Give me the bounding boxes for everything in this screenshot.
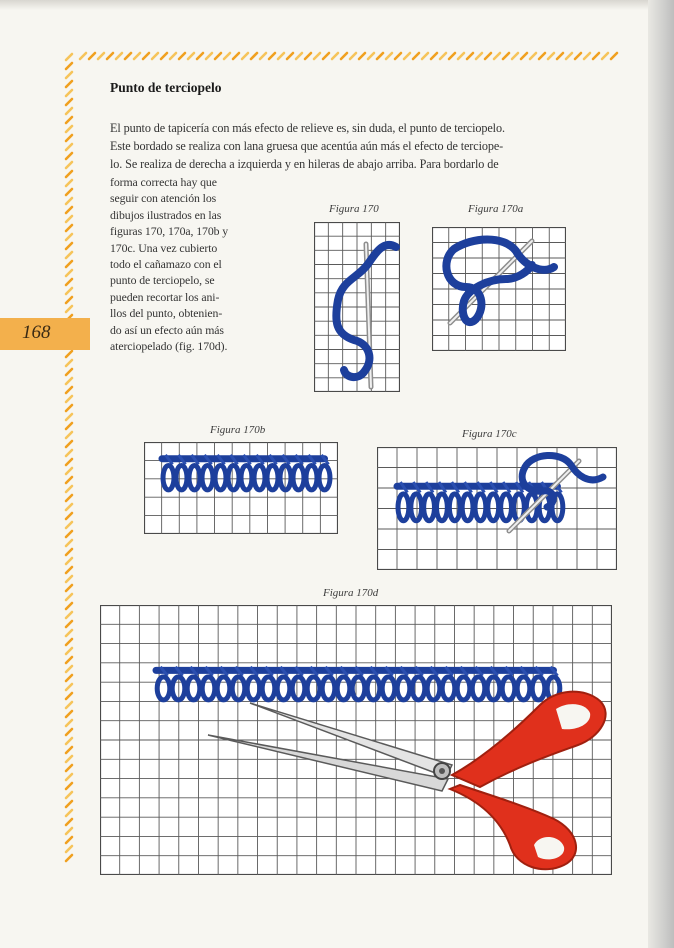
paragraph-column-line: dibujos ilustrados en las xyxy=(110,207,222,222)
paragraph-column-line: seguir con atención los xyxy=(110,191,217,206)
figure-170d-caption: Figura 170d xyxy=(323,587,379,599)
paragraph-line: Este bordado se realiza con lana gruesa que acentúa aún más el efecto de terciope- xyxy=(110,139,504,153)
figure-170a-caption: Figura 170a xyxy=(468,203,524,215)
paragraph-column-line: punto de terciopelo, se xyxy=(110,273,215,288)
paragraph-column-line: do así un efecto aún más xyxy=(110,322,224,337)
paragraph-column-line: figuras 170, 170a, 170b y xyxy=(110,224,229,239)
figure-170-caption: Figura 170 xyxy=(329,203,379,215)
page-gutter-shadow xyxy=(648,0,674,948)
decorative-border-left xyxy=(62,50,76,866)
section-title: Punto de terciopelo xyxy=(110,80,222,95)
paragraph-column-line: aterciopelado (fig. 170d). xyxy=(110,339,228,353)
paragraph-line: lo. Se realiza de derecha a izquierda y en hileras de abajo arriba. Para bordarlo de xyxy=(110,157,499,171)
figure-170a xyxy=(432,227,566,351)
decorative-border-top xyxy=(78,50,620,62)
paragraph-column-line: pueden recortar los ani- xyxy=(110,289,220,304)
figure-170d xyxy=(100,605,612,875)
page-top-shadow xyxy=(0,0,674,10)
page-number: 168 xyxy=(22,322,51,343)
paragraph-column-line: todo el cañamazo con el xyxy=(110,257,222,271)
paragraph-line: El punto de tapicería con más efecto de relieve es, sin duda, el punto de terciopelo. xyxy=(110,121,505,135)
figure-170 xyxy=(314,222,400,392)
paragraph-column-line: forma correcta hay que xyxy=(110,175,217,189)
figure-170b-caption: Figura 170b xyxy=(210,424,266,436)
figure-170b xyxy=(144,442,338,534)
figure-170c-caption: Figura 170c xyxy=(462,428,517,440)
figure-170c xyxy=(377,447,617,570)
paragraph-column-line: llos del punto, obtenien- xyxy=(110,306,223,321)
paragraph-column-line: 170c. Una vez cubierto xyxy=(110,240,218,255)
